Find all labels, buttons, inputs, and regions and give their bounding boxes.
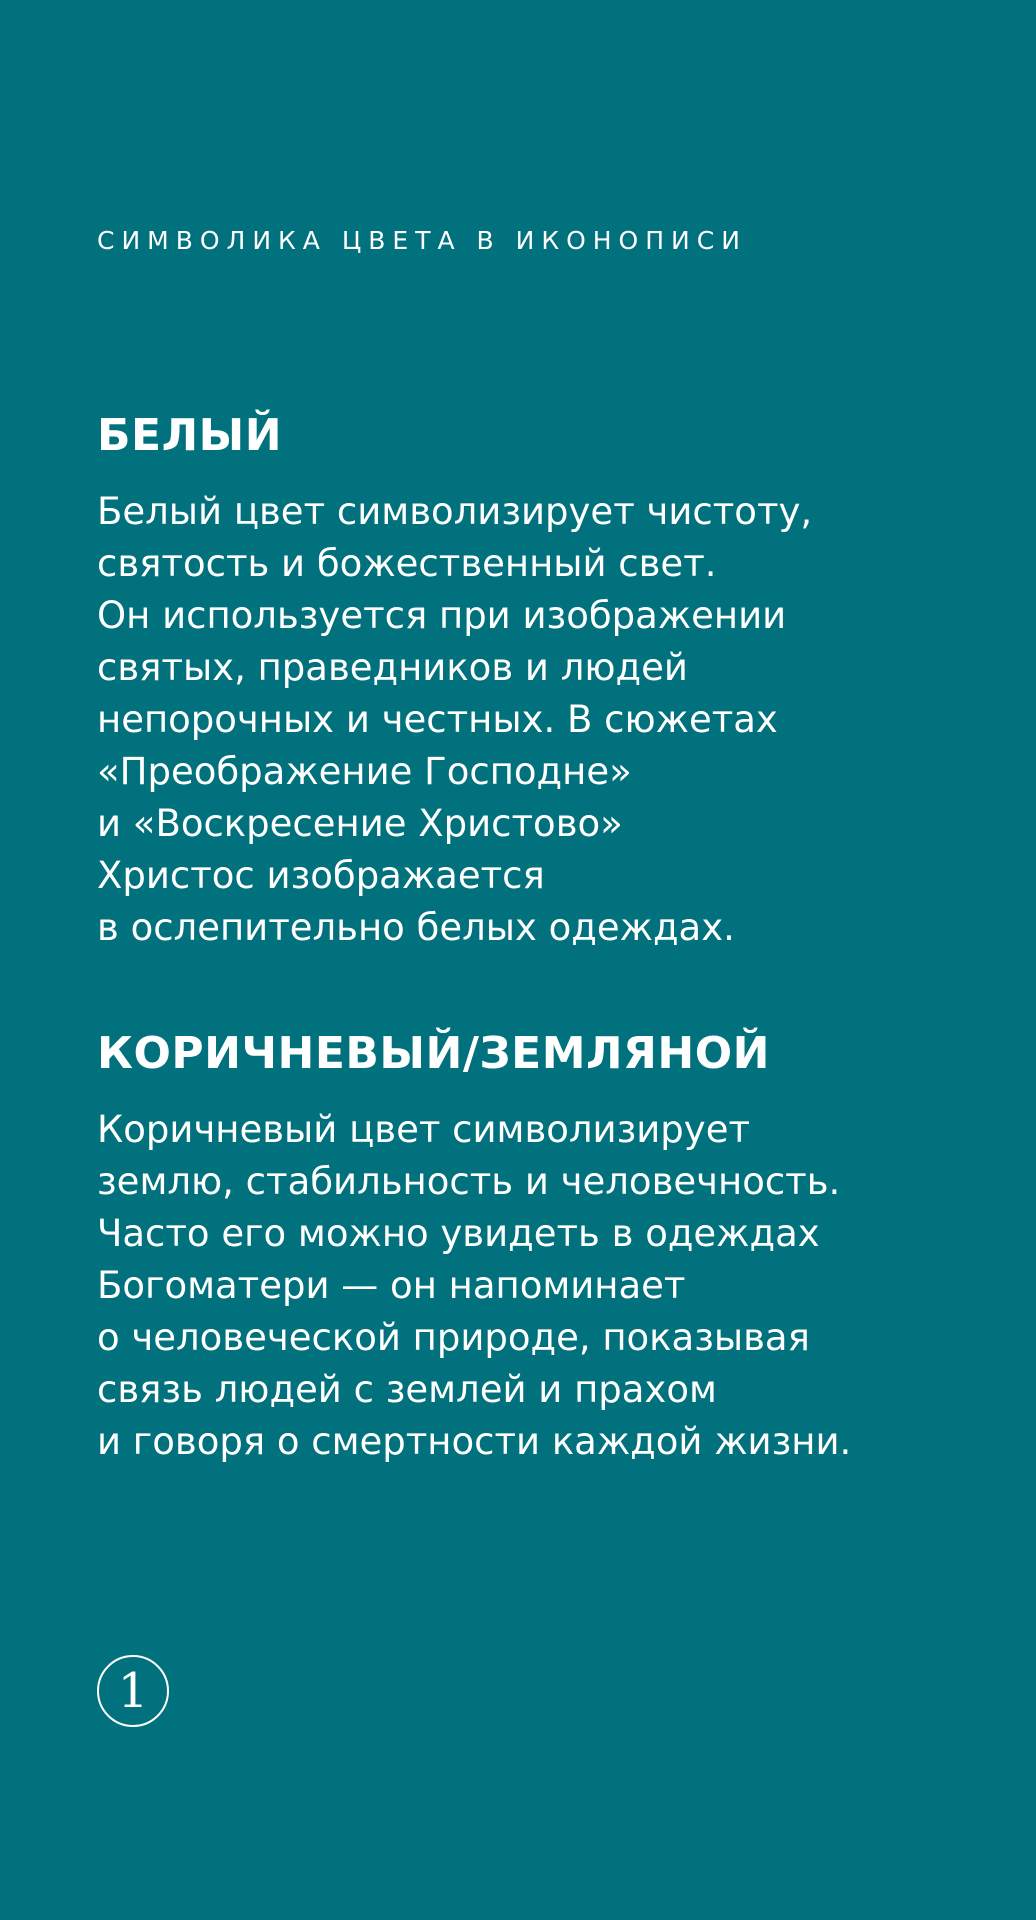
page-number-badge <box>97 1655 169 1727</box>
section-white <box>97 408 977 954</box>
section-brown <box>97 1026 977 1468</box>
body-line: связь людей с землей и прахом <box>97 1368 717 1411</box>
body-line: святость и божественный свет. <box>97 542 717 585</box>
section-body <box>97 1104 977 1468</box>
body-line: непорочных и честных. В сюжетах <box>97 698 778 741</box>
body-line: святых, праведников и людей <box>97 646 688 689</box>
page-number: 1 <box>117 1663 149 1719</box>
body-line: о человеческой природе, показывая <box>97 1316 810 1359</box>
body-line: «Преображение Господне» <box>97 750 632 793</box>
section-heading: БЕЛЫЙ <box>97 410 283 461</box>
body-line: в ослепительно белых одеждах. <box>97 906 735 949</box>
body-line: Он используется при изображении <box>97 594 787 637</box>
body-line: Часто его можно увидеть в одеждах <box>97 1212 820 1255</box>
body-line: Коричневый цвет символизирует <box>97 1108 751 1151</box>
series-title: СИМВОЛИКА ЦВЕТА В ИКОНОПИСИ <box>97 226 747 255</box>
body-line: Богоматери — он напоминает <box>97 1264 686 1307</box>
section-body <box>97 486 977 954</box>
body-line: Христос изображается <box>97 854 545 897</box>
body-line: и говоря о смертности каждой жизни. <box>97 1420 852 1463</box>
body-line: Белый цвет символизирует чистоту, <box>97 490 813 533</box>
body-line: и «Воскресение Христово» <box>97 802 623 845</box>
body-line: землю, стабильность и человечность. <box>97 1160 841 1203</box>
section-heading: КОРИЧНЕВЫЙ/ЗЕМЛЯНОЙ <box>97 1028 770 1079</box>
